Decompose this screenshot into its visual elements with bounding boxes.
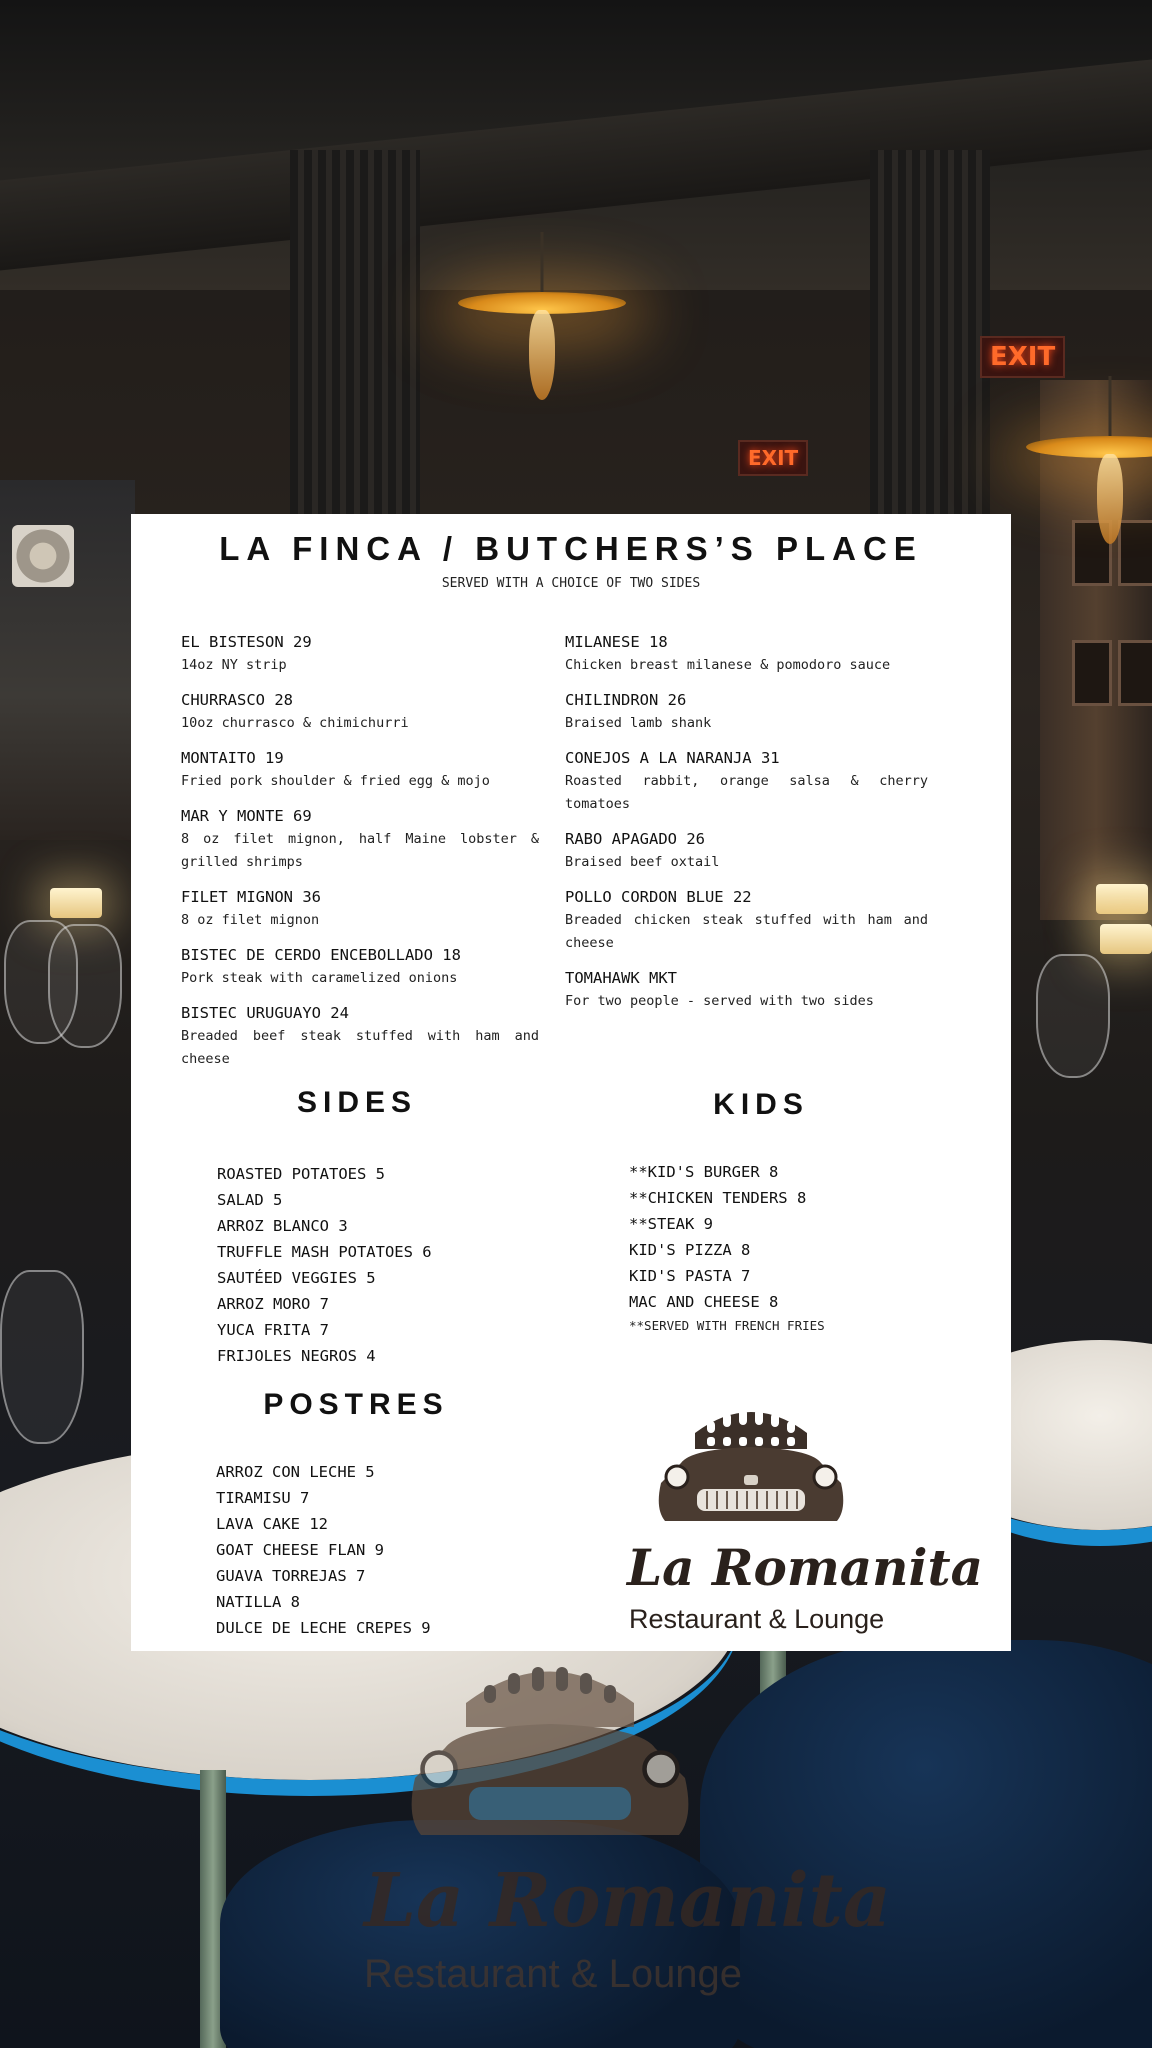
menu-subtitle: SERVED WITH A CHOICE OF TWO SIDES bbox=[441, 576, 701, 591]
brand-tagline: Restaurant & Lounge bbox=[629, 1604, 885, 1634]
table-lamp-icon bbox=[50, 888, 102, 918]
item-desc: 8 oz filet mignon, half Maine lobster & grilled shrimps bbox=[181, 831, 539, 870]
pendant-lamp-icon bbox=[458, 292, 626, 400]
wine-glass-icon bbox=[1036, 954, 1110, 1078]
menu-item bbox=[181, 688, 539, 735]
wall-fan-icon bbox=[12, 525, 74, 587]
item-name: FILET MIGNON 36 bbox=[181, 888, 321, 906]
menu-item bbox=[565, 688, 928, 735]
list-item: TIRAMISU 7 bbox=[216, 1489, 310, 1507]
list-item: GUAVA TORREJAS 7 bbox=[216, 1567, 366, 1585]
kids-title: KIDS bbox=[713, 1088, 809, 1121]
menu-item bbox=[565, 746, 928, 816]
menu-item bbox=[181, 885, 539, 932]
item-desc: Chicken breast milanese & pomodoro sauce bbox=[565, 657, 891, 673]
slatted-column bbox=[870, 150, 990, 530]
item-desc: Braised lamb shank bbox=[565, 715, 712, 731]
list-item: SAUTÉED VEGGIES 5 bbox=[217, 1269, 376, 1287]
brand-name: La Romanita bbox=[627, 1538, 984, 1597]
item-desc: Pork steak with caramelized onions bbox=[181, 970, 458, 986]
exit-sign: EXIT bbox=[738, 440, 808, 476]
sides-title: SIDES bbox=[296, 1086, 418, 1119]
item-name: MILANESE 18 bbox=[565, 633, 668, 651]
list-item: **STEAK 9 bbox=[629, 1215, 713, 1233]
item-desc: For two people - served with two sides bbox=[565, 993, 874, 1009]
item-name: CONEJOS A LA NARANJA 31 bbox=[565, 749, 780, 767]
list-item: KID'S PIZZA 8 bbox=[629, 1241, 751, 1259]
wine-glass-icon bbox=[48, 924, 122, 1048]
kids-note: **SERVED WITH FRENCH FRIES bbox=[629, 1318, 825, 1333]
list-item: FRIJOLES NEGROS 4 bbox=[217, 1347, 376, 1365]
item-name: EL BISTESON 29 bbox=[181, 633, 312, 651]
item-desc: Fried pork shoulder & fried egg & mojo bbox=[181, 773, 490, 789]
item-desc: Breaded chicken steak stuffed with ham and cheese bbox=[565, 912, 928, 951]
list-item: TRUFFLE MASH POTATOES 6 bbox=[217, 1243, 432, 1261]
slatted-column bbox=[290, 150, 420, 530]
table-lamp-icon bbox=[1100, 924, 1152, 954]
item-desc: Breaded beef steak stuffed with ham and cheese bbox=[181, 1028, 539, 1067]
kids-list bbox=[629, 1159, 825, 1337]
list-item: ROASTED POTATOES 5 bbox=[217, 1165, 385, 1183]
pendant-lamp-icon bbox=[1026, 436, 1152, 544]
watermark-brand-tagline: Restaurant & Lounge bbox=[364, 1952, 743, 1996]
watermark-colosseum-car-logo-icon bbox=[400, 1640, 700, 1854]
list-item: DULCE DE LECHE CREPES 9 bbox=[216, 1619, 431, 1637]
list-item: YUCA FRITA 7 bbox=[217, 1321, 329, 1339]
entrees-right-column bbox=[565, 630, 928, 1024]
item-name: POLLO CORDON BLUE 22 bbox=[565, 888, 752, 906]
menu-item bbox=[565, 827, 928, 874]
item-name: BISTEC DE CERDO ENCEBOLLADO 18 bbox=[181, 946, 461, 964]
item-name: CHILINDRON 26 bbox=[565, 691, 687, 709]
menu-card bbox=[131, 514, 1011, 1651]
exit-sign: EXIT bbox=[980, 336, 1065, 378]
list-item: LAVA CAKE 12 bbox=[216, 1515, 328, 1533]
menu-item bbox=[565, 966, 928, 1013]
list-item: **CHICKEN TENDERS 8 bbox=[629, 1189, 807, 1207]
item-desc: 14oz NY strip bbox=[181, 657, 287, 673]
wine-glass-icon bbox=[0, 1270, 84, 1444]
sides-list bbox=[217, 1161, 432, 1369]
colosseum-car-logo-icon bbox=[651, 1391, 851, 1535]
list-item: ARROZ BLANCO 3 bbox=[217, 1217, 348, 1235]
item-name: RABO APAGADO 26 bbox=[565, 830, 705, 848]
item-name: CHURRASCO 28 bbox=[181, 691, 293, 709]
menu-item bbox=[181, 630, 539, 677]
item-desc: 8 oz filet mignon bbox=[181, 912, 320, 928]
item-name: TOMAHAWK MKT bbox=[565, 969, 677, 987]
list-item: NATILLA 8 bbox=[216, 1593, 300, 1611]
item-desc: Braised beef oxtail bbox=[565, 854, 720, 870]
window bbox=[1118, 640, 1152, 706]
item-name: BISTEC URUGUAYO 24 bbox=[181, 1004, 349, 1022]
list-item: KID'S PASTA 7 bbox=[629, 1267, 751, 1285]
menu-item bbox=[181, 1001, 539, 1071]
menu-item bbox=[565, 630, 928, 677]
postres-list bbox=[216, 1459, 431, 1641]
table-lamp-icon bbox=[1096, 884, 1148, 914]
item-desc: Roasted rabbit, orange salsa & cherry tomatoes bbox=[565, 773, 928, 812]
postres-title: POSTRES bbox=[263, 1388, 449, 1421]
item-desc: 10oz churrasco & chimichurri bbox=[181, 715, 409, 731]
window bbox=[1072, 640, 1112, 706]
menu-item bbox=[181, 746, 539, 793]
entrees-left-column bbox=[181, 630, 539, 1082]
menu-item bbox=[181, 943, 539, 990]
list-item: SALAD 5 bbox=[217, 1191, 283, 1209]
menu-title: LA FINCA / BUTCHERS’S PLACE bbox=[219, 530, 923, 567]
list-item: ARROZ MORO 7 bbox=[217, 1295, 329, 1313]
list-item: ARROZ CON LECHE 5 bbox=[216, 1463, 375, 1481]
watermark-brand-name: La Romanita bbox=[364, 1858, 891, 1944]
item-name: MAR Y MONTE 69 bbox=[181, 807, 312, 825]
menu-item bbox=[565, 885, 928, 955]
item-name: MONTAITO 19 bbox=[181, 749, 284, 767]
list-item: **KID'S BURGER 8 bbox=[629, 1163, 779, 1181]
menu-item bbox=[181, 804, 539, 874]
blue-chair bbox=[700, 1640, 1152, 2048]
list-item: MAC AND CHEESE 8 bbox=[629, 1293, 779, 1311]
list-item: GOAT CHEESE FLAN 9 bbox=[216, 1541, 384, 1559]
